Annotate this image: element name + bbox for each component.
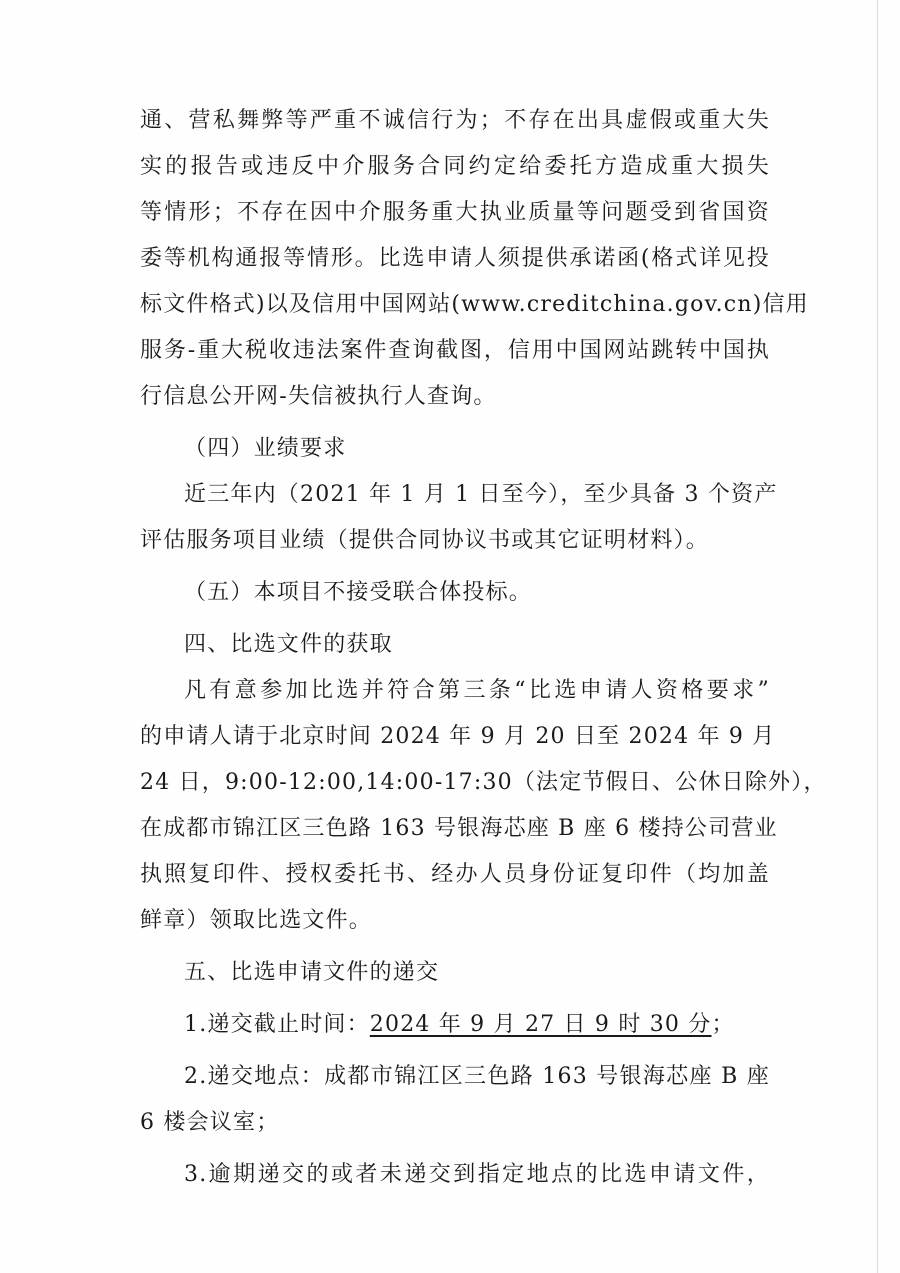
text-line: 24 日，9:00-12:00,14:00-17:30（法定节假日、公休日除外）， xyxy=(140,770,827,795)
deadline-punct: ； xyxy=(711,1012,735,1037)
document-body xyxy=(140,98,827,1198)
section-heading-performance: （四）业绩要求 xyxy=(184,436,347,461)
section-heading-submission: 五、比选申请文件的递交 xyxy=(184,960,440,985)
text-line: 的申请人请于北京时间 2024 年 9 月 20 日至 2024 年 9 月 xyxy=(140,724,776,749)
text-line: 6 楼会议室； xyxy=(140,1110,280,1135)
deadline-line xyxy=(140,1002,770,1048)
text-line: 3.逾期递交的或者未递交到指定地点的比选申请文件， xyxy=(184,1162,770,1187)
text-line: 近三年内（2021 年 1 月 1 日至今），至少具备 3 个资产 xyxy=(184,482,778,507)
section-heading-obtain-documents: 四、比选文件的获取 xyxy=(184,632,393,657)
text-line: 执照复印件、授权委托书、经办人员身份证复印件（均加盖 xyxy=(140,862,770,887)
text-line: 行信息公开网-失信被执行人查询。 xyxy=(140,384,497,409)
deadline-label: 1.递交截止时间： xyxy=(184,1012,370,1037)
text-line: 2.递交地点：成都市锦江区三色路 163 号银海芯座 B 座 xyxy=(184,1064,770,1089)
text-line: 服务-重大税收违法案件查询截图，信用中国网站跳转中国执 xyxy=(140,338,770,363)
text-line: 凡有意参加比选并符合第三条“比选申请人资格要求” xyxy=(184,678,770,703)
text-line: 评估服务项目业绩（提供合同协议书或其它证明材料）。 xyxy=(140,528,710,553)
section-heading-consortium: （五）本项目不接受联合体投标。 xyxy=(184,580,533,605)
text-line: 通、营私舞弊等严重不诚信行为；不存在出具虚假或重大失 xyxy=(140,108,770,133)
text-line: 鲜章）领取比选文件。 xyxy=(140,908,373,933)
text-line: 实的报告或违反中介服务合同约定给委托方造成重大损失 xyxy=(140,154,770,179)
deadline-value: 2024 年 9 月 27 日 9 时 30 分 xyxy=(369,1012,712,1037)
scan-edge-line xyxy=(877,0,878,1273)
text-line: 等情形；不存在因中介服务重大执业质量等问题受到省国资 xyxy=(140,200,770,225)
text-line: 标文件格式)以及信用中国网站(www.creditchina.gov.cn)信用 xyxy=(140,292,809,317)
text-line: 在成都市锦江区三色路 163 号银海芯座 B 座 6 楼持公司营业 xyxy=(140,816,778,841)
text-line: 委等机构通报等情形。比选申请人须提供承诺函(格式详见投 xyxy=(140,246,770,271)
